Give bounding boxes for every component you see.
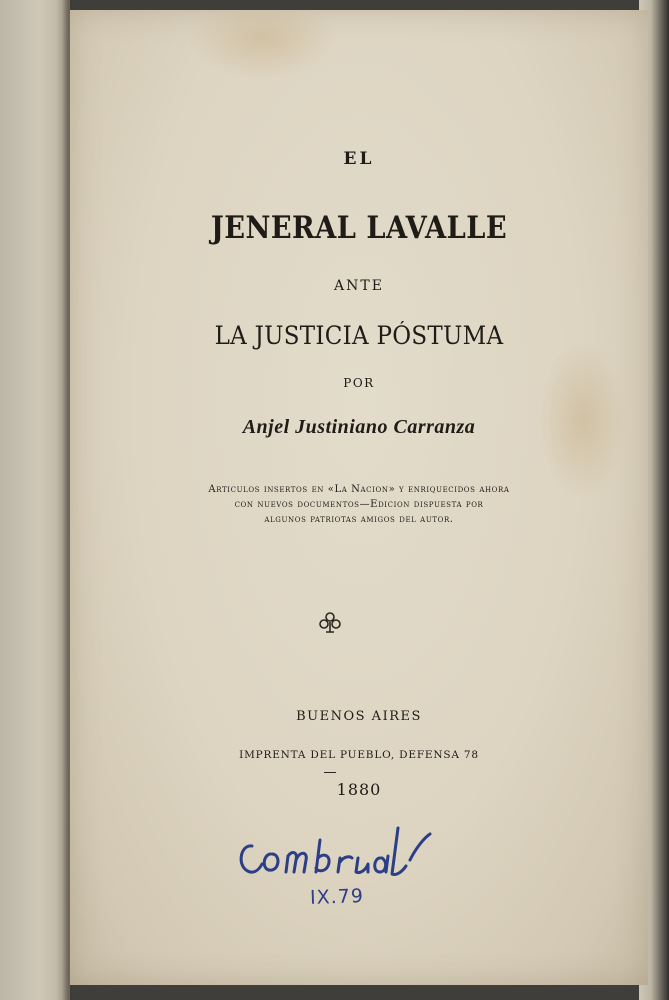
main-title: JENERAL LAVALLE [210, 210, 508, 246]
clover-ornament-icon [317, 610, 343, 636]
description-block [70, 482, 648, 527]
handwritten-annotation: IX.79 [309, 885, 365, 909]
author-name: Anjel Justiniano Carranza [242, 416, 476, 438]
title-page [70, 10, 648, 985]
printer-line: IMPRENTA DEL PUEBLO, DEFENSA 78 [239, 749, 479, 761]
publication-place: BUENOS AIRES [296, 709, 422, 724]
description-line: algunos patriotas amigos del autor. [264, 514, 454, 525]
title-article: EL [343, 149, 375, 169]
subtitle: LA JUSTICIA PÓSTUMA [214, 321, 504, 350]
by-line: POR [343, 376, 375, 390]
description-line: con nuevos documentos—Edicion dispuesta por [234, 499, 484, 510]
paper-stain [188, 10, 338, 80]
publication-year: 1880 [336, 780, 382, 799]
separator-dash [324, 772, 336, 773]
title-connector: ANTE [334, 278, 384, 294]
left-facing-page [0, 0, 70, 1000]
description-line: Articulos insertos en «La Nacion» y enriquecidos ahora [208, 484, 510, 495]
